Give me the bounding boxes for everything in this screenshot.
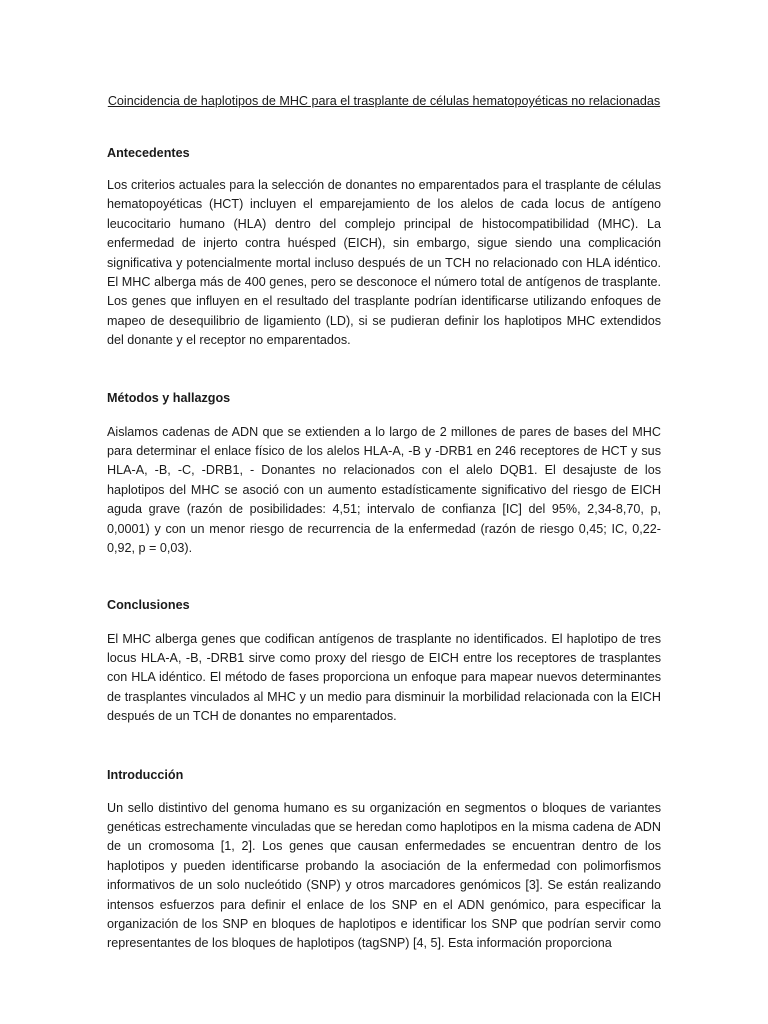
section-heading: Antecedentes <box>107 146 190 160</box>
section-heading: Métodos y hallazgos <box>107 390 231 405</box>
section-paragraph: Aislamos cadenas de ADN que se extienden a lo largo de 2 millones de pares de bases del MHC para determinar el enlace físico de los alelos HLA-A, -B y -DRB1 en 246 receptores de HCT y sus HLA-A, -B, -C, -DRB1, - Donantes no relacionados con el alelo DQB1. El desajuste de los haplotipos del MHC se asoció con un aumento estadísticamente significativo del riesgo de EICH aguda grave (razón de posibilidades: 4,51; intervalo de confianza [IC] del 95%, 2,34-8,70, p, 0,0001) y con un menor riesgo de recurrencia de la enfermedad (razón de riesgo 0,45; IC, 0,22-0,92, p = 0,03). <box>107 424 661 556</box>
document-title: Coincidencia de haplotipos de MHC para el trasplante de células hematopoyéticas no relacionadas <box>107 94 661 108</box>
section-introduccion <box>107 766 661 954</box>
section-heading: Conclusiones <box>107 597 190 612</box>
section-conclusiones <box>107 596 661 727</box>
section-paragraph: Los criterios actuales para la selección de donantes no emparentados para el trasplante de células hematopoyéticas (HCT) incluyen el emparejamiento de los alelos de cada locus de antígeno leucocitario humano (HLA) dentro del complejo principal de histocompatibilidad (MHC). La enfermedad de injerto contra huésped (EICH), sin embargo, sigue siendo una complicación significativa y potencialmente mortal incluso después de un TCH no relacionado con HLA idéntico. El MHC alberga más de 400 genes, pero se desconoce el número total de antígenos de trasplante. Los genes que influyen en el resultado del trasplante podrían identificarse utilizando enfoques de mapeo de desequilibrio de ligamiento (LD), si se pudieran definir los haplotipos MHC extendidos del donante y el receptor no emparentados. <box>107 178 661 348</box>
section-antecedentes <box>107 144 661 351</box>
section-paragraph: Un sello distintivo del genoma humano es su organización en segmentos o bloques de variantes genéticas estrechamente vinculadas que se heredan como haplotipos en la misma cadena de ADN de un cromosoma [1, 2]. Los genes que causan enfermedades se encuentran dentro de los haplotipos y pueden identificarse probando la asociación de la enfermedad con polimorfismos informativos de un solo nucleótido (SNP) y otros marcadores genómicos [3]. Se están realizando intensos esfuerzos para definir el enlace de los SNP en el ADN genómico, para especificar la organización de los SNP en bloques de haplotipos e identificar los SNP que podrían servir como representantes de los bloques de haplotipos (tagSNP) [4, 5]. Esta información proporciona <box>107 800 661 951</box>
document-page <box>107 84 661 954</box>
section-paragraph: El MHC alberga genes que codifican antígenos de trasplante no identificados. El haplotipo de tres locus HLA-A, -B, -DRB1 sirve como proxy del riesgo de EICH entre los receptores de trasplantes con HLA idéntico. El método de fases proporciona un enfoque para mapear nuevos determinantes de trasplantes vinculados al MHC y un medio para disminuir la morbilidad relacionada con la EICH después de un TCH de donantes no emparentados. <box>107 631 661 724</box>
section-heading: Introducción <box>107 767 184 782</box>
section-metodos-y-hallazgos <box>107 389 661 559</box>
